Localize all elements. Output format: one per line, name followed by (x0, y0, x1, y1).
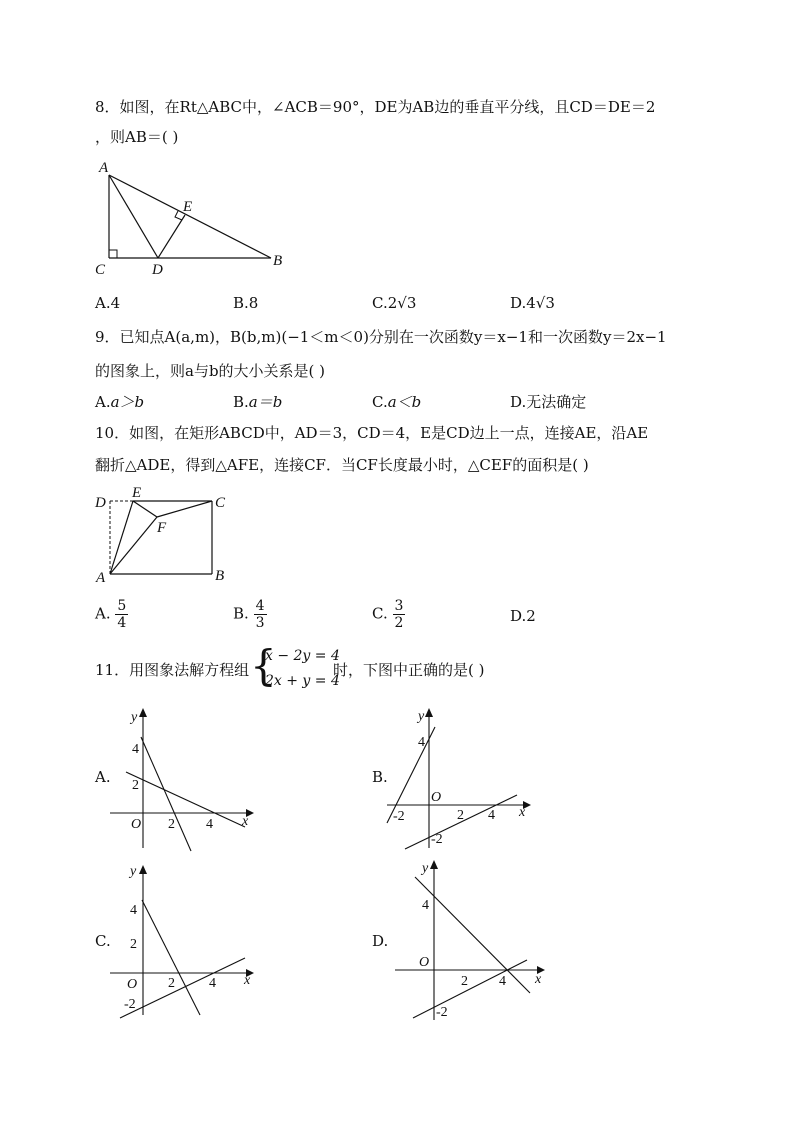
q11-text-suffix: 时，下图中正确的是( ) (333, 661, 485, 679)
q11-graph-c (108, 860, 258, 1020)
q11-brace: { (250, 641, 277, 690)
q8-option-d[interactable]: D.4√3 (510, 294, 555, 312)
svg-text:y: y (130, 864, 137, 879)
q8-text-line2: ，则AB＝( ) (95, 128, 179, 146)
q10-text-line2: 翻折△ADE，得到△AFE，连接CF．当CF长度最小时，△CEF的面积是( ) (95, 456, 589, 474)
svg-text:4: 4 (209, 976, 216, 991)
svg-text:y: y (422, 861, 429, 876)
svg-text:-2: -2 (431, 832, 443, 847)
svg-text:O: O (131, 817, 142, 832)
q11-option-a[interactable]: A. (95, 768, 111, 786)
q11-graph-a (108, 703, 258, 853)
q11-eq2: 2x + y = 4 (265, 673, 340, 689)
q9-text-line2: 的图象上，则a与b的大小关系是( ) (95, 362, 326, 380)
q11-option-d[interactable]: D. (372, 932, 389, 950)
svg-text:-2: -2 (436, 1005, 448, 1020)
q10-label-D: D (95, 495, 106, 511)
svg-text:4: 4 (422, 898, 429, 913)
q10-label-E: E (132, 485, 142, 501)
q8-label-C: C (95, 262, 106, 278)
svg-text:4: 4 (206, 817, 213, 832)
q10-figure (90, 484, 250, 586)
svg-text:2: 2 (461, 974, 468, 989)
svg-text:4: 4 (488, 808, 495, 823)
q8-text-line1: 8．如图，在Rt△ABC中，∠ACB＝90°，DE为AB边的垂直平分线，且CD＝DE＝2 (95, 98, 656, 116)
q9-option-c[interactable]: C.a＜b (372, 393, 422, 411)
svg-text:y: y (131, 710, 138, 725)
svg-text:x: x (535, 972, 542, 987)
svg-text:4: 4 (499, 974, 506, 989)
svg-text:x: x (519, 805, 526, 820)
q11-option-c[interactable]: C. (95, 932, 111, 950)
q9-option-b[interactable]: B.a＝b (233, 393, 283, 411)
q10-label-A: A (96, 570, 106, 586)
q11-eq1: x − 2y = 4 (265, 648, 340, 664)
q8-option-a[interactable]: A.4 (95, 294, 121, 312)
svg-text:4: 4 (130, 903, 137, 918)
svg-text:y: y (418, 709, 425, 724)
q10-label-F: F (157, 520, 167, 536)
q8-label-B: B (273, 253, 283, 269)
svg-text:2: 2 (168, 976, 175, 991)
q8-option-b[interactable]: B.8 (233, 294, 259, 312)
q8-label-A: A (99, 160, 109, 176)
svg-text:O: O (419, 955, 430, 970)
q10-label-C: C (215, 495, 226, 511)
q9-text-line1: 9．已知点A(a,m)，B(b,m)(−1＜m＜0)分别在一次函数y＝x−1和一次函数y＝2x−1 (95, 328, 667, 346)
svg-text:2: 2 (457, 808, 464, 823)
q11-option-b[interactable]: B. (372, 768, 388, 786)
svg-text:x: x (242, 814, 249, 829)
svg-text:-2: -2 (393, 809, 405, 824)
svg-text:4: 4 (132, 742, 139, 757)
q11-graph-d (385, 855, 550, 1025)
svg-text:2: 2 (130, 937, 137, 952)
q10-label-B: B (215, 568, 225, 584)
q10-option-d[interactable]: D.2 (510, 607, 536, 625)
svg-text:x: x (244, 973, 251, 988)
q9-option-d[interactable]: D.无法确定 (510, 393, 587, 411)
q10-option-b[interactable]: B. $\frac{4}{3}$ (233, 598, 265, 631)
q8-figure (90, 155, 300, 280)
q8-label-D: D (152, 262, 163, 278)
svg-text:2: 2 (168, 817, 175, 832)
svg-text:O: O (431, 790, 442, 805)
q10-option-c[interactable]: C. $\frac{3}{2}$ (372, 598, 404, 631)
q11-text-prefix: 11．用图象法解方程组 (95, 661, 250, 679)
q8-label-E: E (183, 199, 193, 215)
q10-text-line1: 10．如图，在矩形ABCD中，AD＝3，CD＝4，E是CD边上一点，连接AE，沿AE (95, 424, 649, 442)
svg-text:4: 4 (418, 735, 425, 750)
q8-option-c[interactable]: C.2√3 (372, 294, 417, 312)
q9-option-a[interactable]: A.a＞b (95, 393, 145, 411)
q10-option-a[interactable]: A. $\frac{5}{4}$ (95, 598, 127, 631)
svg-text:2: 2 (132, 778, 139, 793)
svg-text:-2: -2 (124, 997, 136, 1012)
svg-text:O: O (127, 977, 138, 992)
q11-graph-b (385, 703, 535, 853)
